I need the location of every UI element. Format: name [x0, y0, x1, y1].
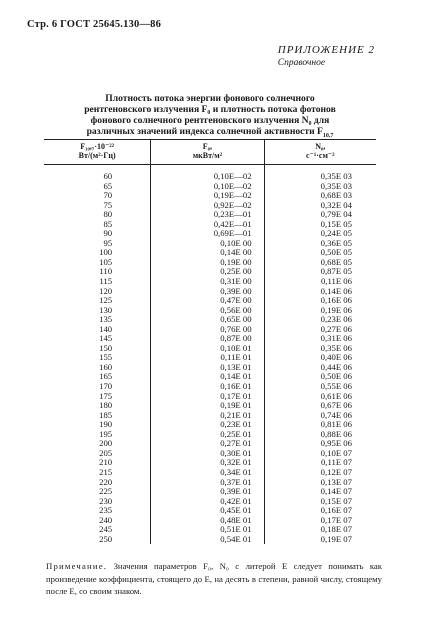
- cell-n0-value: 0,74E 06: [320, 409, 352, 420]
- cell-f107-value: 130: [99, 304, 113, 315]
- cell-f0-value: 0,92E—02: [213, 199, 252, 210]
- cell-n0-value: 0,32E 04: [320, 199, 352, 210]
- cell-f107-value: 85: [103, 218, 113, 229]
- cell-f107-value: 75: [103, 199, 113, 210]
- cell-f0-value: 0,56E 00: [220, 304, 252, 315]
- cell-f0-value: 0,23E 01: [220, 419, 252, 430]
- cell-n0-value: 0,79E 04: [320, 209, 352, 220]
- cell-f107-value: 200: [99, 438, 113, 449]
- cell-f107-value: 110: [99, 266, 113, 277]
- cell-f0-value: 0,19E 01: [220, 400, 252, 411]
- cell-n0-value: 0,35E 03: [320, 180, 352, 191]
- cell-f107: [44, 220, 151, 230]
- cell-f107-value: 115: [99, 276, 113, 287]
- cell-n0-value: 0,19E 06: [320, 304, 352, 315]
- caption-line-3: фонового солнечного рентгеновского излучения N₀ для: [90, 115, 330, 126]
- cell-n0-value: 0,55E 06: [320, 381, 352, 392]
- cell-f0-value: 0,31E 00: [220, 276, 252, 287]
- cell-f0: [151, 165, 264, 182]
- cell-f107-value: 100: [99, 247, 113, 258]
- cell-f107: [44, 229, 151, 239]
- cell-f107-value: 65: [103, 180, 113, 191]
- cell-n0-value: 0,16E 06: [320, 295, 352, 306]
- cell-f0-value: 0,30E 01: [220, 447, 252, 458]
- cell-f0-value: 0,17E 01: [220, 390, 252, 401]
- appendix-subtitle: Справочное: [277, 58, 326, 68]
- cell-f0-value: 0,51E 01: [220, 524, 252, 535]
- cell-n0-value: 0,87E 05: [320, 266, 352, 277]
- data-table: [44, 139, 376, 544]
- cell-n0-value: 0,44E 06: [320, 361, 352, 372]
- cell-f0-value: 0,42E 01: [220, 495, 252, 506]
- cell-f107-value: 190: [99, 419, 113, 430]
- cell-f0-value: 0,19E—02: [213, 190, 252, 201]
- appendix-block: [278, 44, 375, 68]
- cell-f0-value: 0,25E 00: [220, 266, 252, 277]
- cell-f107: [44, 458, 151, 468]
- cell-n0-value: 0,61E 06: [320, 390, 352, 401]
- cell-f107: [44, 487, 151, 497]
- cell-n0-value: 0,14E 07: [320, 486, 352, 497]
- header-f0-top: F₀,: [202, 142, 213, 151]
- cell-n0: [264, 165, 376, 182]
- table-row: [44, 535, 376, 545]
- table-row: [44, 165, 376, 182]
- cell-f0-value: 0,87E 00: [220, 333, 252, 344]
- cell-f107: [44, 210, 151, 220]
- cell-f0-value: 0,10E—02: [213, 180, 252, 191]
- cell-f0-value: 0,23E—01: [213, 209, 252, 220]
- cell-f0-value: 0,13E 01: [220, 361, 252, 372]
- cell-f107: [44, 239, 151, 249]
- cell-f0-value: 0,76E 00: [220, 323, 252, 334]
- header-f107: [44, 140, 151, 165]
- cell-f107-value: 245: [99, 524, 113, 535]
- cell-f0-value: 0,65E 00: [220, 314, 252, 325]
- cell-n0-value: 0,36E 05: [320, 237, 352, 248]
- cell-f107: [44, 516, 151, 526]
- cell-f107: [44, 392, 151, 402]
- cell-n0-value: 0,50E 05: [320, 247, 352, 258]
- table-caption: [60, 93, 360, 142]
- cell-f0-value: 0,54E 01: [220, 533, 252, 544]
- cell-n0-value: 0,15E 05: [320, 218, 352, 229]
- cell-f107: [44, 449, 151, 459]
- cell-f0-value: 0,48E 01: [220, 514, 252, 525]
- caption-line-1: Плотность потока энергии фонового солнечного: [105, 93, 315, 104]
- cell-f107-value: 170: [99, 381, 113, 392]
- cell-n0-value: 0,68E 03: [320, 190, 352, 201]
- cell-n0-value: 0,95E 06: [320, 438, 352, 449]
- cell-f107: [44, 468, 151, 478]
- cell-f0-value: 0,16E 01: [220, 381, 252, 392]
- cell-f107-value: 235: [99, 505, 113, 516]
- header-n0-top: N₀,: [315, 142, 326, 151]
- header-f0: [151, 140, 264, 165]
- cell-f107: [44, 315, 151, 325]
- cell-f107-value: 150: [99, 342, 113, 353]
- cell-f107: [44, 401, 151, 411]
- cell-f107: [44, 165, 151, 182]
- cell-n0-value: 0,16E 07: [320, 505, 352, 516]
- cell-n0-value: 0,88E 06: [320, 428, 352, 439]
- cell-f107-value: 120: [99, 285, 113, 296]
- cell-f107-value: 60: [103, 171, 113, 181]
- cell-f107: [44, 363, 151, 373]
- page-header: Стр. 6 ГОСТ 25645.130—86: [27, 19, 162, 30]
- cell-f107-value: 175: [99, 390, 113, 401]
- cell-n0-value: 0,11E 06: [320, 276, 352, 287]
- header-n0: [264, 140, 376, 165]
- cell-f107-value: 155: [99, 352, 113, 363]
- cell-n0-value: 0,40E 06: [320, 352, 352, 363]
- cell-f107: [44, 411, 151, 421]
- cell-n0-value: 0,18E 07: [320, 524, 352, 535]
- cell-f107-value: 70: [103, 190, 113, 201]
- cell-f107-value: 185: [99, 409, 113, 420]
- cell-n0-value: 0,50E 06: [320, 371, 352, 382]
- caption-line-2: рентгеновского излучения F₀ и плотность потока фотонов: [84, 104, 336, 115]
- cell-n0-value: 0,10E 07: [320, 447, 352, 458]
- cell-f107: [44, 325, 151, 335]
- cell-f107-value: 105: [99, 256, 113, 267]
- cell-f0-value: 0,39E 00: [220, 285, 252, 296]
- cell-f107: [44, 296, 151, 306]
- cell-f107: [44, 439, 151, 449]
- cell-f107: [44, 372, 151, 382]
- header-f107-bottom: Вт/(м²·Гц): [78, 151, 116, 160]
- header-f107-top: F₁₀,₇·10⁻²²: [80, 142, 115, 151]
- cell-f0-value: 0,39E 01: [220, 486, 252, 497]
- cell-f107-value: 195: [99, 428, 113, 439]
- cell-f0-value: 0,10E 00: [220, 237, 252, 248]
- cell-f107-value: 145: [99, 333, 113, 344]
- cell-n0-value: 0,23E 06: [320, 314, 352, 325]
- caption-line-4-text: различных значений индекса солнечной активности F: [86, 126, 323, 137]
- cell-n0-value: 0,12E 07: [320, 466, 352, 477]
- cell-n0-value: 0,31E 06: [320, 333, 352, 344]
- cell-n0-value: 0,68E 05: [320, 256, 352, 267]
- cell-f0-value: 0,19E 00: [220, 256, 252, 267]
- cell-f0-value: 0,45E 01: [220, 505, 252, 516]
- cell-f107: [44, 267, 151, 277]
- cell-f0-value: 0,37E 01: [220, 476, 252, 487]
- cell-f0-value: 0,11E 01: [220, 352, 252, 363]
- cell-n0-value: 0,24E 05: [320, 228, 352, 239]
- cell-f0-value: 0,42E—01: [213, 218, 252, 229]
- cell-f0-value: 0,25E 01: [220, 428, 252, 439]
- cell-f107: [44, 201, 151, 211]
- cell-n0-value: 0,81E 06: [320, 419, 352, 430]
- table-body: [44, 165, 376, 545]
- cell-f107-value: 95: [103, 237, 113, 248]
- cell-f107: [44, 248, 151, 258]
- cell-f107: [44, 191, 151, 201]
- cell-n0-value: 0,14E 06: [320, 285, 352, 296]
- cell-f0-value: 0,47E 00: [220, 295, 252, 306]
- cell-f0-value: 0,14E 00: [220, 247, 252, 258]
- cell-n0-value: 0,67E 06: [320, 400, 352, 411]
- cell-f0-value: 0,10E 01: [220, 342, 252, 353]
- cell-f107: [44, 497, 151, 507]
- cell-f107: [44, 334, 151, 344]
- cell-f107-value: 240: [99, 514, 113, 525]
- header-f0-bottom: мкВт/м²: [192, 151, 223, 160]
- cell-f0-value: 0,27E 01: [220, 438, 252, 449]
- cell-f107-value: 205: [99, 447, 113, 458]
- cell-f107-value: 140: [99, 323, 113, 334]
- appendix-title: ПРИЛОЖЕНИЕ 2: [277, 44, 375, 56]
- cell-f107-value: 210: [99, 457, 113, 468]
- cell-f107: [44, 277, 151, 287]
- cell-f0-value: 0,69E—01: [213, 228, 252, 239]
- table-note: [46, 560, 382, 598]
- cell-f107: [44, 353, 151, 363]
- note-text: Значения параметров F₀, N₀ с литерой E следует понимать как произведение коэффициента, стоящего до E, на десять в степени, равной числу, стоящему после E, со своим знаком.: [46, 561, 382, 597]
- cell-n0-value: 0,35E 06: [320, 342, 352, 353]
- cell-f107: [44, 287, 151, 297]
- cell-f107: [44, 478, 151, 488]
- cell-f107: [44, 506, 151, 516]
- cell-f107-value: 125: [99, 295, 113, 306]
- cell-f107-value: 180: [99, 400, 113, 411]
- cell-f0-value: 0,10E—02: [213, 171, 252, 181]
- cell-f0: [151, 535, 264, 545]
- cell-f107: [44, 430, 151, 440]
- cell-f107: [44, 382, 151, 392]
- cell-f107-value: 215: [99, 466, 113, 477]
- cell-n0-value: 0,17E 07: [320, 514, 352, 525]
- cell-f107: [44, 420, 151, 430]
- header-n0-bottom: с⁻¹·см⁻²: [306, 151, 335, 160]
- cell-f107: [44, 535, 151, 545]
- cell-f107: [44, 525, 151, 535]
- cell-f107-value: 220: [99, 476, 113, 487]
- cell-n0: [264, 535, 376, 545]
- note-label: Примечание.: [46, 561, 108, 571]
- cell-f107-value: 250: [99, 533, 113, 544]
- cell-f107: [44, 258, 151, 268]
- cell-f0-value: 0,21E 01: [220, 409, 252, 420]
- table-header-row: [44, 140, 376, 165]
- cell-f107-value: 80: [103, 209, 113, 220]
- cell-f107-value: 135: [99, 314, 113, 325]
- cell-f107: [44, 182, 151, 192]
- cell-f107: [44, 306, 151, 316]
- cell-n0-value: 0,19E 07: [320, 533, 352, 544]
- cell-n0-value: 0,15E 07: [320, 495, 352, 506]
- cell-n0-value: 0,27E 06: [320, 323, 352, 334]
- cell-f0-value: 0,32E 01: [220, 457, 252, 468]
- cell-f107: [44, 344, 151, 354]
- cell-f107-value: 165: [99, 371, 113, 382]
- cell-f107-value: 90: [103, 228, 113, 239]
- cell-f107-value: 160: [99, 361, 113, 372]
- caption-line-4-sub: 10,7: [322, 132, 334, 139]
- cell-n0-value: 0,13E 07: [320, 476, 352, 487]
- cell-f0-value: 0,14E 01: [220, 371, 252, 382]
- cell-f0-value: 0,34E 01: [220, 466, 252, 477]
- cell-f107-value: 225: [99, 486, 113, 497]
- cell-f107-value: 230: [99, 495, 113, 506]
- cell-n0-value: 0,35E 03: [320, 171, 352, 181]
- cell-n0-value: 0,11E 07: [320, 457, 352, 468]
